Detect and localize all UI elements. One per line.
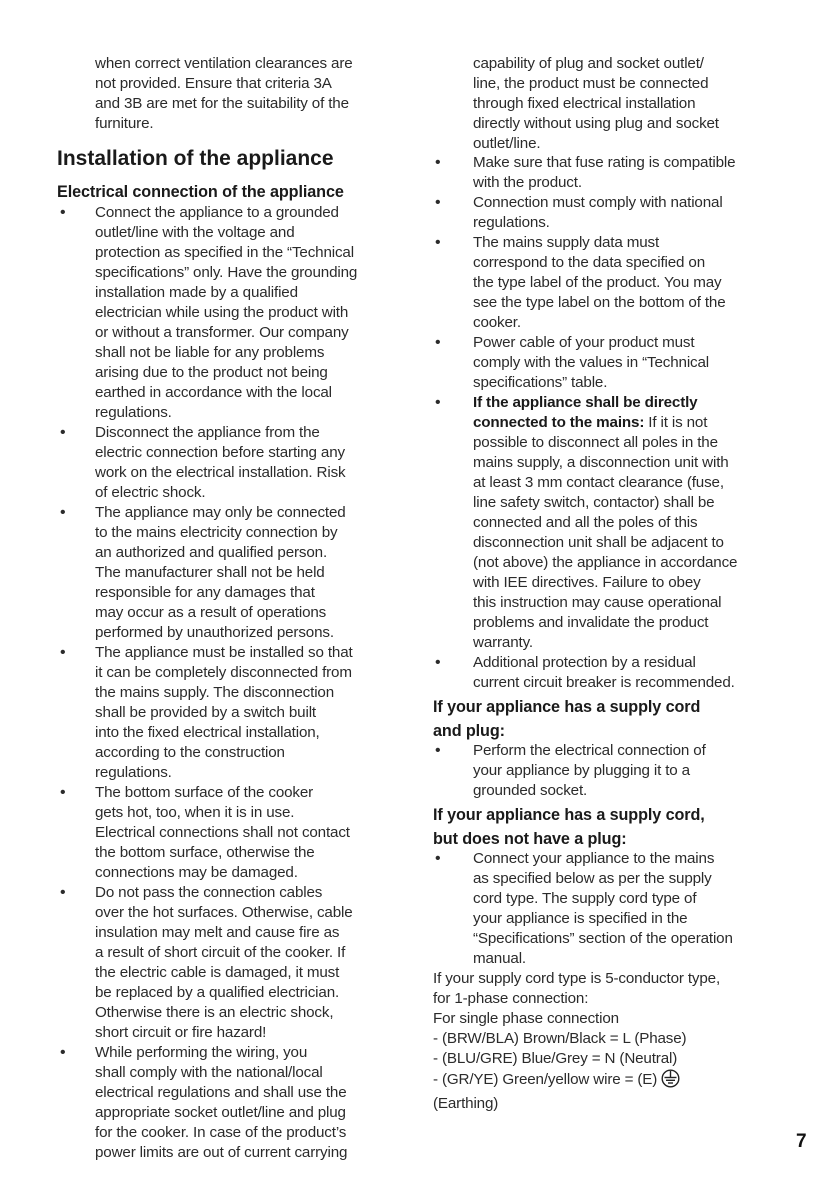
list-item — [95, 883, 425, 1043]
list-item — [95, 503, 425, 643]
text-line: and 3B are met for the suitability of the — [95, 95, 349, 112]
text-line: (not above) the appliance in accordance — [473, 554, 738, 571]
text-line: - (BLU/GRE) Blue/Grey = N (Neutral) — [433, 1050, 678, 1067]
text-line: into the fixed electrical installation, — [95, 724, 320, 741]
text-line: Connection must comply with national — [473, 194, 723, 211]
bullet: • — [435, 334, 441, 351]
text-line: correspond to the data specified on — [473, 254, 706, 271]
text-line: warranty. — [473, 634, 533, 651]
text-span: If it is not — [644, 414, 708, 431]
list-item — [95, 423, 425, 503]
text-line: problems and invalidate the product — [473, 614, 709, 631]
text-line: this instruction may cause operational — [473, 594, 722, 611]
text-line: connected and all the poles of this — [473, 514, 698, 531]
text-line: insulation may melt and cause fire as — [95, 924, 340, 941]
text-line: work on the electrical installation. Risk — [95, 464, 346, 481]
text-line: If your appliance has a supply cord — [433, 698, 701, 716]
text-line: electrical regulations and shall use the — [95, 1084, 347, 1101]
list-item — [95, 203, 425, 423]
list-item — [473, 741, 825, 801]
text-line: as specified below as per the supply — [473, 870, 712, 887]
text-line: furniture. — [95, 115, 154, 132]
text-line: regulations. — [95, 404, 172, 421]
text-line: line safety switch, contactor) shall be — [473, 494, 715, 511]
text-line: specifications” only. Have the grounding — [95, 264, 358, 281]
bullet: • — [60, 644, 66, 661]
text-line: performed by unauthorized persons. — [95, 624, 334, 641]
text-line: Disconnect the appliance from the — [95, 424, 320, 441]
text-line: responsible for any damages that — [95, 584, 315, 601]
text-line: regulations. — [473, 214, 550, 231]
text-line: possible to disconnect all poles in the — [473, 434, 718, 451]
text-line: with IEE directives. Failure to obey — [473, 574, 701, 591]
text-line: to the mains electricity connection by — [95, 524, 338, 541]
text-line: gets hot, too, when it is in use. — [95, 804, 295, 821]
text-line: Make sure that fuse rating is compatible — [473, 154, 736, 171]
text-line: appropriate socket outlet/line and plug — [95, 1104, 346, 1121]
text-line: shall comply with the national/local — [95, 1064, 323, 1081]
text-line: see the type label on the bottom of the — [473, 294, 726, 311]
text-line: earthed in accordance with the local — [95, 384, 332, 401]
text-line: over the hot surfaces. Otherwise, cable — [95, 904, 353, 921]
bullet: • — [435, 194, 441, 211]
text-line: but does not have a plug: — [433, 830, 627, 848]
text-line: The mains supply data must — [473, 234, 660, 251]
text-line: power limits are out of current carrying — [95, 1144, 348, 1161]
list-item — [95, 643, 425, 783]
text-line: mains supply, a disconnection unit with — [473, 454, 729, 471]
text-line: the electric cable is damaged, it must — [95, 964, 340, 981]
text-line: Connect the appliance to a grounded — [95, 204, 339, 221]
section-heading: Installation of the appliance — [57, 147, 334, 170]
text-line: - (GR/YE) Green/yellow wire = (E) — [433, 1069, 825, 1094]
text-line: be replaced by a qualified electrician. — [95, 984, 340, 1001]
text-line: Do not pass the connection cables — [95, 884, 323, 901]
text-line: Power cable of your product must — [473, 334, 695, 351]
text-line: specifications” table. — [473, 374, 608, 391]
text-line: regulations. — [95, 764, 172, 781]
text-line: - (BRW/BLA) Brown/Black = L (Phase) — [433, 1030, 687, 1047]
text-line: directly without using plug and socket — [473, 115, 719, 132]
text-line: with the product. — [473, 174, 582, 191]
text-line: through fixed electrical installation — [473, 95, 696, 112]
text-line: for 1-phase connection: — [433, 990, 589, 1007]
text-line: an authorized and qualified person. — [95, 544, 328, 561]
list-item — [473, 193, 825, 233]
bullet: • — [60, 1044, 66, 1061]
text-line: shall be provided by a switch built — [95, 704, 316, 721]
subsection-heading: Electrical connection of the appliance — [57, 183, 344, 201]
list-item — [95, 783, 425, 883]
text-line: While performing the wiring, you — [95, 1044, 308, 1061]
list-item — [473, 333, 825, 393]
text-line: connections may be damaged. — [95, 864, 298, 881]
text-line: outlet/line. — [473, 135, 541, 152]
text-line: shall not be liable for any problems — [95, 344, 325, 361]
bullet: • — [435, 394, 441, 411]
text-line: manual. — [473, 950, 526, 967]
text-line: current circuit breaker is recommended. — [473, 674, 735, 691]
text-line: of electric shock. — [95, 484, 206, 501]
bullet: • — [435, 742, 441, 759]
list-item — [95, 1043, 425, 1163]
text-line: “Specifications” section of the operation — [473, 930, 733, 947]
bullet: • — [60, 784, 66, 801]
text-line: Perform the electrical connection of — [473, 742, 706, 759]
heading-supply-cord-no-plug — [433, 803, 825, 851]
bullet: • — [60, 204, 66, 221]
text-line: or without a transformer. Our company — [95, 324, 349, 341]
text-line: The bottom surface of the cooker — [95, 784, 314, 801]
bullet: • — [435, 154, 441, 171]
text-line: outlet/line with the voltage and — [95, 224, 295, 241]
text-line: your appliance is specified in the — [473, 910, 688, 927]
text-line: the mains supply. The disconnection — [95, 684, 335, 701]
text-line: grounded socket. — [473, 782, 588, 799]
bullet: • — [435, 654, 441, 671]
text-line: arising due to the product not being — [95, 364, 328, 381]
bullet: • — [60, 884, 66, 901]
text-line: If your supply cord type is 5-conductor type, — [433, 970, 721, 987]
protective-earth-icon — [661, 1069, 680, 1094]
text-line: it can be completely disconnected from — [95, 664, 352, 681]
text-line: Electrical connections shall not contact — [95, 824, 350, 841]
list-item — [473, 849, 825, 969]
text-line: line, the product must be connected — [473, 75, 709, 92]
text-line: according to the construction — [95, 744, 285, 761]
text-line: comply with the values in “Technical — [473, 354, 710, 371]
text-line: your appliance by plugging it to a — [473, 762, 690, 779]
wiring-instructions — [433, 969, 825, 1114]
text-line: disconnection unit shall be adjacent to — [473, 534, 724, 551]
text-line: (Earthing) — [433, 1095, 499, 1112]
text-line: the bottom surface, otherwise the — [95, 844, 315, 861]
text-line: not provided. Ensure that criteria 3A — [95, 75, 332, 92]
text-line: at least 3 mm contact clearance (fuse, — [473, 474, 724, 491]
list-item — [473, 393, 825, 653]
list-item — [473, 653, 825, 693]
text-line: short circuit or fire hazard! — [95, 1024, 267, 1041]
bold-lead: If the appliance shall be directly — [473, 394, 698, 411]
text-line: Additional protection by a residual — [473, 654, 696, 671]
text-line: protection as specified in the “Technical — [95, 244, 354, 261]
text-line: The appliance must be installed so that — [95, 644, 353, 661]
text-line: Otherwise there is an electric shock, — [95, 1004, 334, 1021]
text-line: For single phase connection — [433, 1010, 619, 1027]
bullet: • — [60, 504, 66, 521]
text-line: installation made by a qualified — [95, 284, 298, 301]
bullet: • — [60, 424, 66, 441]
text-line — [473, 393, 825, 413]
text-line: The manufacturer shall not be held — [95, 564, 325, 581]
text-line: If your appliance has a supply cord, — [433, 806, 705, 824]
text-line: cooker. — [473, 314, 521, 331]
text-line: a result of short circuit of the cooker. If — [95, 944, 346, 961]
text-line — [473, 413, 825, 433]
continuation-paragraph — [473, 54, 825, 154]
heading-supply-cord-and-plug — [433, 695, 825, 743]
text-line: electric connection before starting any — [95, 444, 345, 461]
text-line: The appliance may only be connected — [95, 504, 346, 521]
bold-lead: connected to the mains: — [473, 414, 645, 431]
bullet: • — [435, 234, 441, 251]
text-line: and plug: — [433, 722, 505, 740]
list-item — [473, 233, 825, 333]
text-line: for the cooker. In case of the product’s — [95, 1124, 347, 1141]
text-line: capability of plug and socket outlet/ — [473, 55, 704, 72]
page-number: 7 — [796, 1131, 807, 1152]
text-line: Connect your appliance to the mains — [473, 850, 715, 867]
text-line: may occur as a result of operations — [95, 604, 327, 621]
intro-paragraph — [95, 54, 425, 134]
bullet: • — [435, 850, 441, 867]
text-line: the type label of the product. You may — [473, 274, 722, 291]
list-item — [473, 153, 825, 193]
text-line: electrician while using the product with — [95, 304, 349, 321]
text-line: when correct ventilation clearances are — [95, 55, 353, 72]
text-line: cord type. The supply cord type of — [473, 890, 697, 907]
